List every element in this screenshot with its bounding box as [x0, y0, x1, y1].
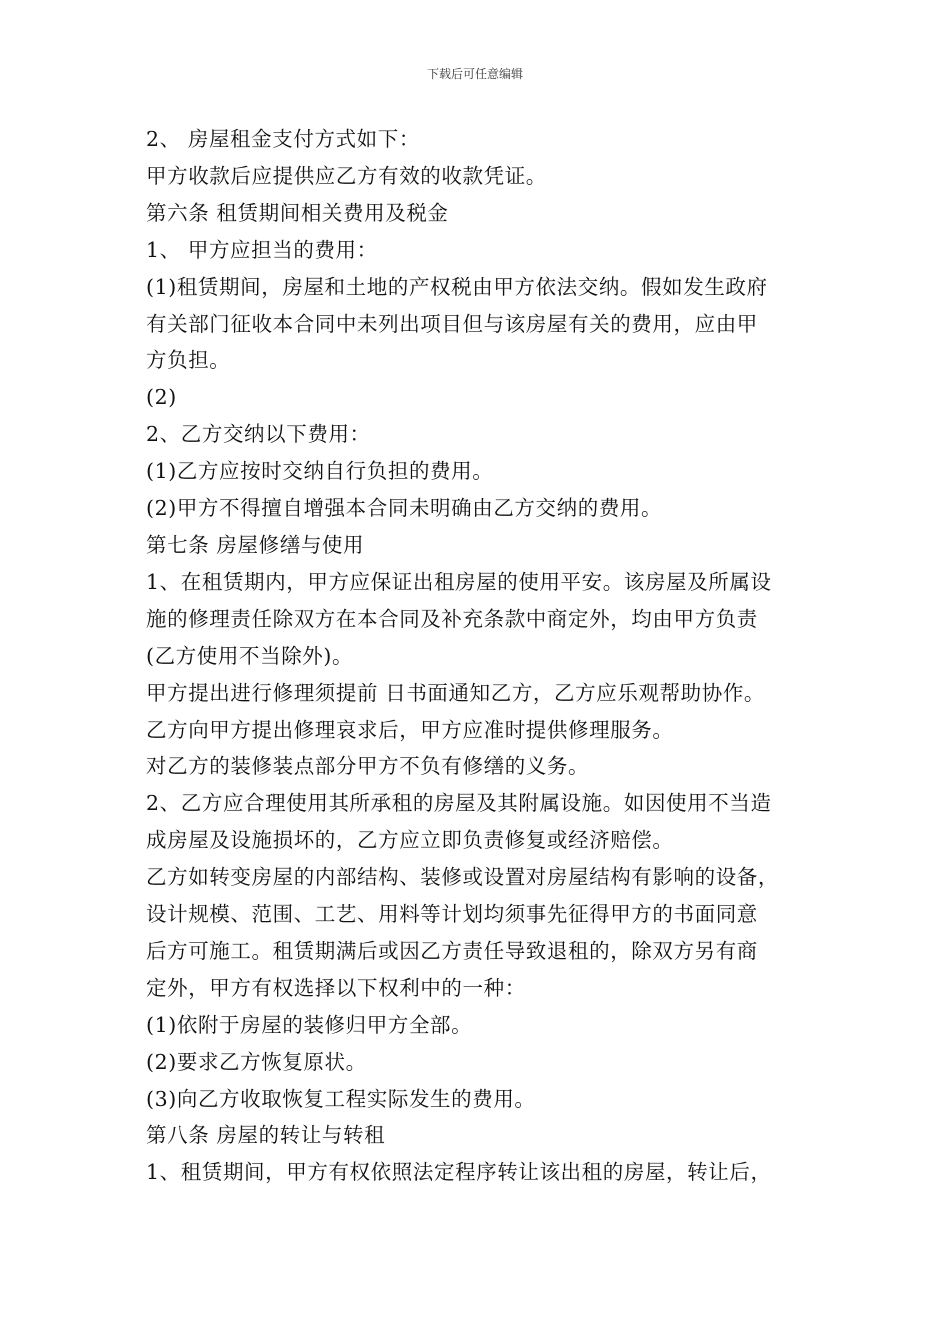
text-line: 施的修理责任除双方在本合同及补充条款中商定外，均由甲方负责 — [146, 606, 758, 631]
page-header: 下载后可任意编辑 — [426, 67, 523, 81]
text-line: 方负担。 — [146, 348, 231, 373]
text-line: (1)乙方应按时交纳自行负担的费用。 — [146, 459, 494, 484]
section-heading: 第七条 房屋修缮与使用 — [146, 532, 365, 557]
text-line: 乙方如转变房屋的内部结构、装修或设置对房屋结构有影响的设备， — [146, 865, 779, 890]
text-line: (1)租赁期间，房屋和土地的产权税由甲方依法交纳。假如发生政府 — [146, 274, 768, 299]
text-line: 甲方提出进行修理须提前 日书面通知乙方，乙方应乐观帮助协作。 — [146, 680, 766, 705]
text-line: 2、乙方应合理使用其所承租的房屋及其附属设施。如因使用不当造 — [146, 791, 772, 816]
text-line: 设计规模、范围、工艺、用料等计划均须事先征得甲方的书面同意 — [146, 902, 758, 927]
text-line: 成房屋及设施损坏的，乙方应立即负责修复或经济赔偿。 — [146, 828, 674, 853]
text-line: 定外，甲方有权选择以下权利中的一种： — [146, 975, 526, 1000]
text-line: (3)向乙方收取恢复工程实际发生的费用。 — [146, 1086, 536, 1111]
text-line: 1、 甲方应担当的费用： — [146, 237, 378, 262]
text-line: 有关部门征收本合同中未列出项目但与该房屋有关的费用，应由甲 — [146, 311, 758, 336]
section-heading: 第六条 租赁期间相关费用及税金 — [146, 200, 449, 225]
text-line: (1)依附于房屋的装修归甲方全部。 — [146, 1012, 473, 1037]
text-line: 对乙方的装修装点部分甲方不负有修缮的义务。 — [146, 754, 590, 779]
section-heading: 第八条 房屋的转让与转租 — [146, 1123, 386, 1148]
text-line: 2、 房屋租金支付方式如下： — [146, 127, 420, 151]
text-line: 乙方向甲方提出修理哀求后，甲方应准时提供修理服务。 — [146, 717, 674, 742]
text-line: 1、租赁期间，甲方有权依照法定程序转让该出租的房屋，转让后， — [146, 1160, 772, 1185]
text-line: 1、在租赁期内，甲方应保证出租房屋的使用平安。该房屋及所属设 — [146, 569, 772, 594]
text-line: 甲方收款后应提供应乙方有效的收款凭证。 — [146, 163, 547, 188]
text-line: 2、乙方交纳以下费用： — [146, 422, 371, 447]
text-line: (乙方使用不当除外)。 — [146, 643, 354, 668]
document-body — [146, 121, 818, 1191]
text-line: 后方可施工。租赁期满后或因乙方责任导致退租的，除双方另有商 — [146, 938, 758, 963]
text-line: (2) — [146, 385, 177, 410]
text-line: (2)要求乙方恢复原状。 — [146, 1049, 367, 1074]
text-line: (2)甲方不得擅自增强本合同未明确由乙方交纳的费用。 — [146, 496, 663, 521]
